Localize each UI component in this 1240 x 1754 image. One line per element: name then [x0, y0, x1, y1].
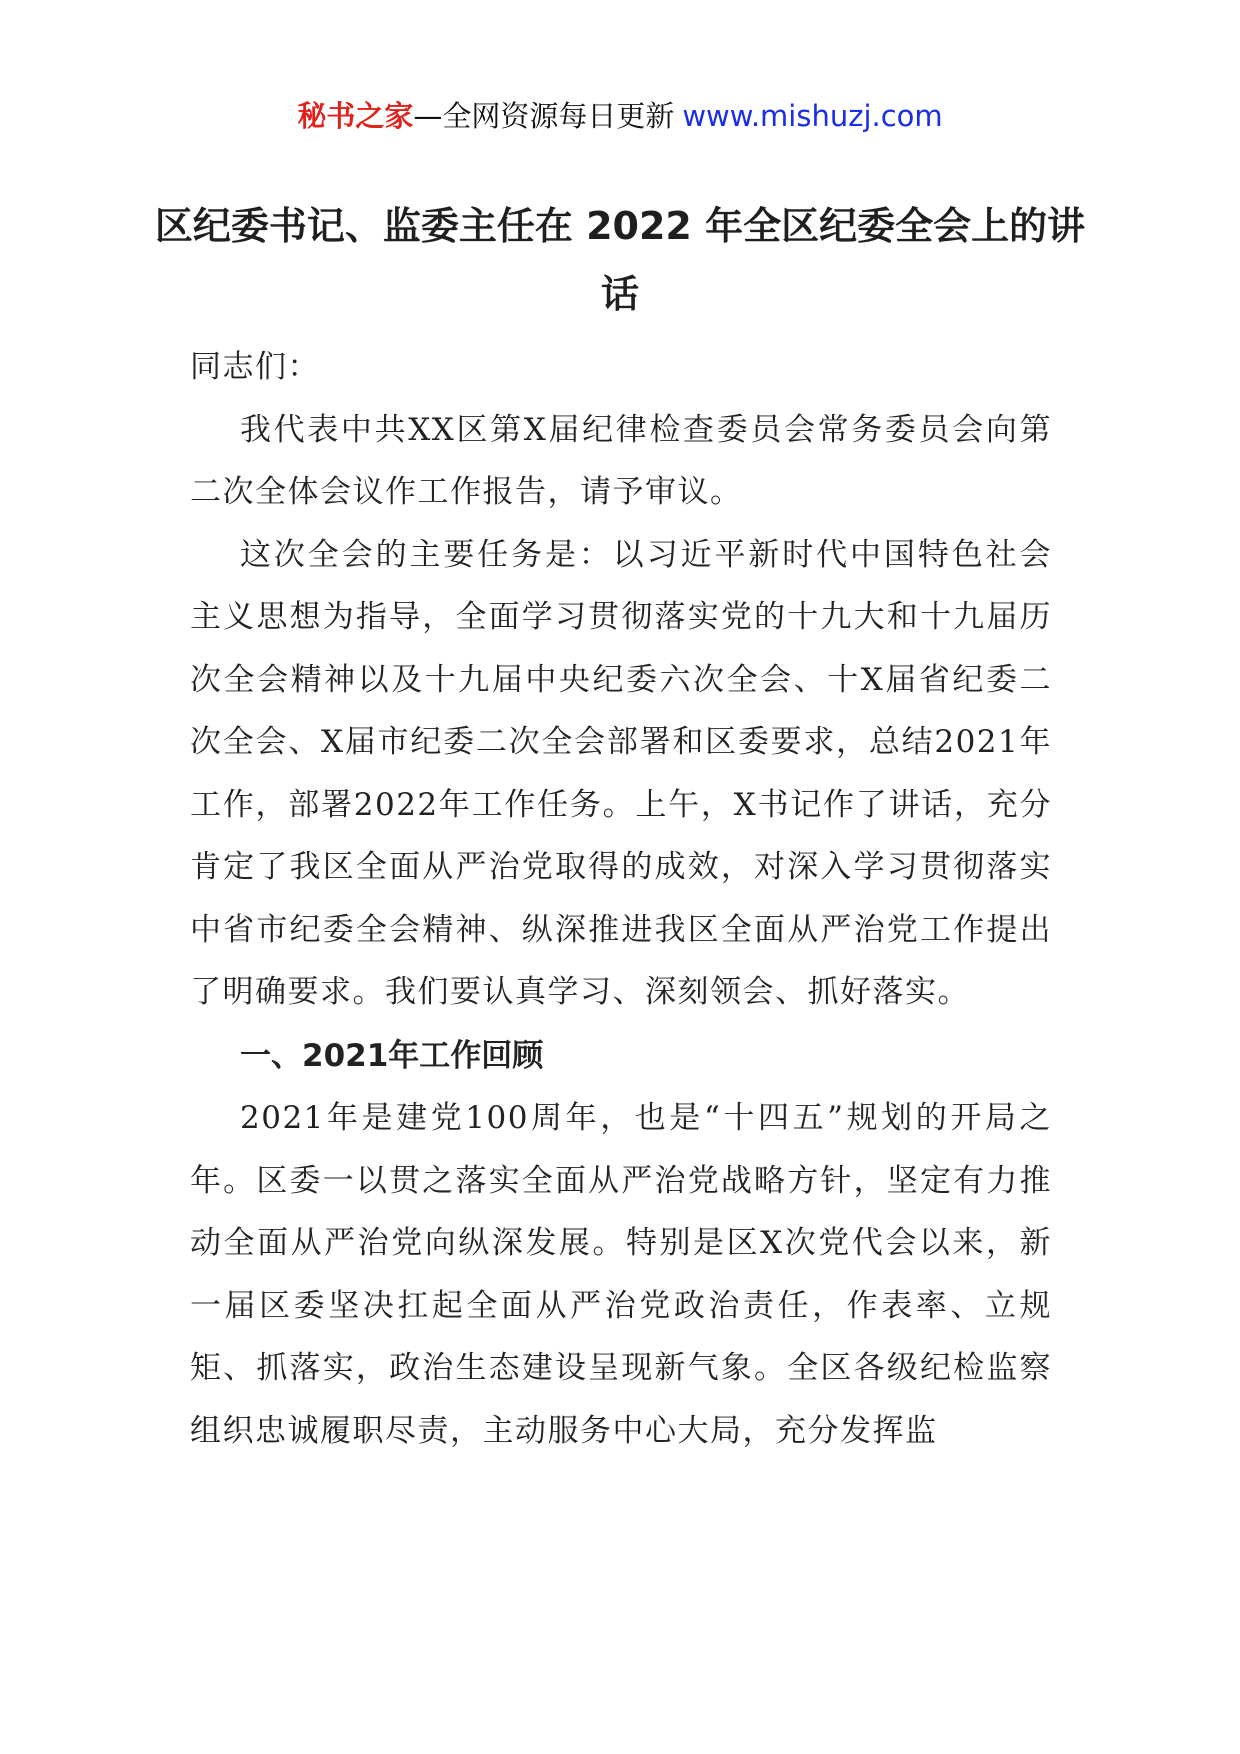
document-title: 区纪委书记、监委主任在 2022 年全区纪委全会上的讲话 — [154, 204, 1086, 316]
salutation: 同志们： — [190, 349, 320, 385]
body-paragraph: 2021年是建党100周年，也是“十四五”规划的开局之年。区委一以贯之落实全面从严治党战略方针，坚定有力推动全面从严治党向纵深发展。特别是区X次党代会以来，新一届区委坚决扛起全面从严治党政治责任，作表率、立规矩、抓落实，政治生态建设呈现新气象。全区各级纪检监察组织忠诚履职尽责，主动服务中心大局，充分发挥监 — [190, 1100, 1052, 1449]
brand-name: 秘书之家 — [297, 99, 414, 133]
site-url-link[interactable]: www.mishuzj.com — [682, 99, 943, 133]
section-heading: 一、2021年工作回顾 — [240, 1037, 544, 1074]
site-tagline: —全网资源每日更新 — [413, 99, 675, 133]
site-header — [0, 96, 1240, 136]
document-body — [190, 336, 1052, 1462]
body-paragraph: 我代表中共XX区第X届纪律检查委员会常务委员会向第二次全体会议作工作报告，请予审议。 — [190, 411, 1052, 510]
body-paragraph: 这次全会的主要任务是：以习近平新时代中国特色社会主义思想为指导，全面学习贯彻落实党的十九大和十九届历次全会精神以及十九届中央纪委六次全会、十X届省纪委二次全会、X届市纪委二次全会部署和区委要求，总结2021年工作，部署2022年工作任务。上午，X书记作了讲话，充分肯定了我区全面从严治党取得的成效，对深入学习贯彻落实中省市纪委全会精神、纵深推进我区全面从严治党工作提出了明确要求。我们要认真学习、深刻领会、抓好落实。 — [190, 536, 1052, 1010]
